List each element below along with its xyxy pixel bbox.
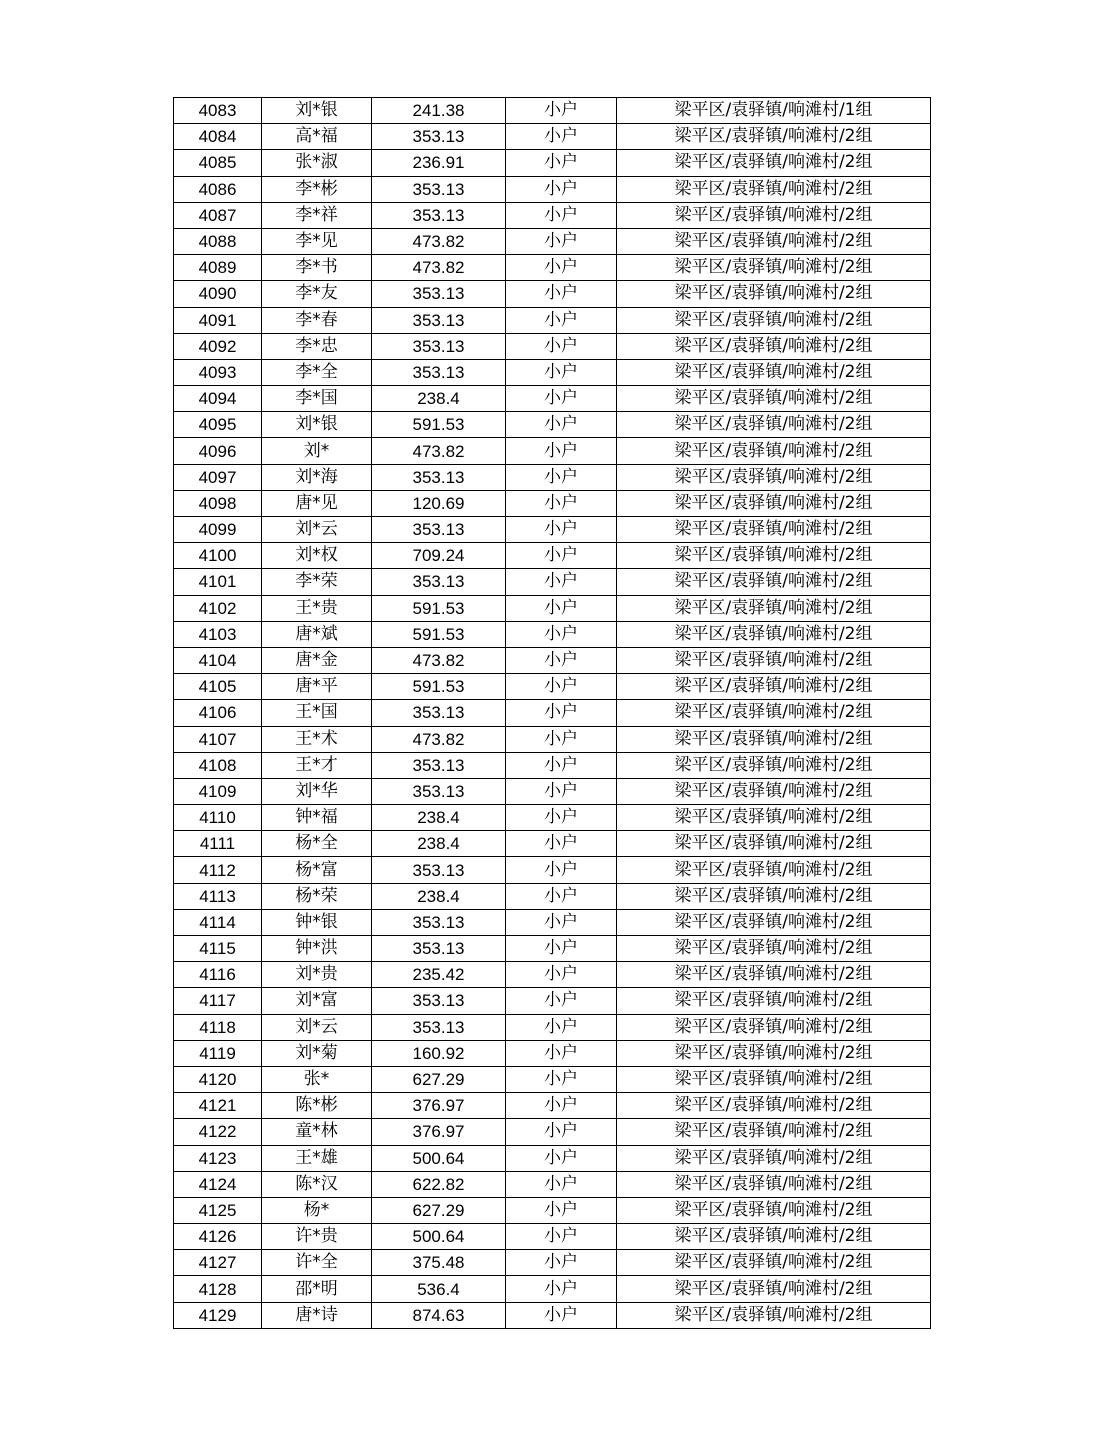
- cell-address: 梁平区/袁驿镇/响滩村/2组: [617, 831, 931, 857]
- cell-amount: 353.13: [372, 464, 506, 490]
- cell-name: 刘*菊: [262, 1040, 372, 1066]
- cell-name: 高*福: [262, 124, 372, 150]
- cell-id: 4088: [174, 228, 262, 254]
- cell-id: 4103: [174, 621, 262, 647]
- cell-name: 许*贵: [262, 1224, 372, 1250]
- table-row: [174, 1145, 931, 1171]
- cell-type: 小户: [506, 936, 617, 962]
- cell-address: 梁平区/袁驿镇/响滩村/2组: [617, 988, 931, 1014]
- table-row: [174, 1066, 931, 1092]
- cell-type: 小户: [506, 98, 617, 124]
- cell-amount: 353.13: [372, 202, 506, 228]
- cell-amount: 353.13: [372, 176, 506, 202]
- cell-id: 4113: [174, 883, 262, 909]
- cell-address: 梁平区/袁驿镇/响滩村/2组: [617, 176, 931, 202]
- cell-type: 小户: [506, 228, 617, 254]
- cell-amount: 353.13: [372, 517, 506, 543]
- cell-amount: 353.13: [372, 124, 506, 150]
- cell-id: 4117: [174, 988, 262, 1014]
- cell-name: 陈*汉: [262, 1171, 372, 1197]
- cell-id: 4112: [174, 857, 262, 883]
- cell-amount: 236.91: [372, 150, 506, 176]
- cell-name: 唐*平: [262, 674, 372, 700]
- cell-type: 小户: [506, 438, 617, 464]
- cell-type: 小户: [506, 386, 617, 412]
- table-row: [174, 333, 931, 359]
- cell-amount: 353.13: [372, 936, 506, 962]
- cell-id: 4093: [174, 359, 262, 385]
- cell-type: 小户: [506, 333, 617, 359]
- cell-amount: 238.4: [372, 883, 506, 909]
- cell-type: 小户: [506, 726, 617, 752]
- cell-id: 4115: [174, 936, 262, 962]
- table-row: [174, 595, 931, 621]
- cell-type: 小户: [506, 1302, 617, 1328]
- cell-id: 4085: [174, 150, 262, 176]
- cell-type: 小户: [506, 621, 617, 647]
- cell-name: 邵*明: [262, 1276, 372, 1302]
- cell-address: 梁平区/袁驿镇/响滩村/2组: [617, 543, 931, 569]
- cell-name: 李*祥: [262, 202, 372, 228]
- cell-address: 梁平区/袁驿镇/响滩村/2组: [617, 857, 931, 883]
- cell-amount: 353.13: [372, 569, 506, 595]
- cell-address: 梁平区/袁驿镇/响滩村/2组: [617, 1224, 931, 1250]
- table-row: [174, 1119, 931, 1145]
- cell-address: 梁平区/袁驿镇/响滩村/2组: [617, 202, 931, 228]
- cell-type: 小户: [506, 1197, 617, 1223]
- cell-amount: 353.13: [372, 909, 506, 935]
- cell-amount: 591.53: [372, 595, 506, 621]
- cell-address: 梁平区/袁驿镇/响滩村/2组: [617, 962, 931, 988]
- table-row: [174, 255, 931, 281]
- cell-address: 梁平区/袁驿镇/响滩村/2组: [617, 228, 931, 254]
- table-row: [174, 569, 931, 595]
- cell-address: 梁平区/袁驿镇/响滩村/2组: [617, 752, 931, 778]
- cell-name: 唐*金: [262, 647, 372, 673]
- cell-type: 小户: [506, 883, 617, 909]
- cell-amount: 591.53: [372, 412, 506, 438]
- cell-type: 小户: [506, 700, 617, 726]
- cell-id: 4099: [174, 517, 262, 543]
- cell-id: 4096: [174, 438, 262, 464]
- cell-id: 4109: [174, 778, 262, 804]
- cell-amount: 622.82: [372, 1171, 506, 1197]
- cell-id: 4097: [174, 464, 262, 490]
- cell-address: 梁平区/袁驿镇/响滩村/2组: [617, 386, 931, 412]
- table-row: [174, 1040, 931, 1066]
- cell-id: 4105: [174, 674, 262, 700]
- cell-address: 梁平区/袁驿镇/响滩村/2组: [617, 281, 931, 307]
- cell-type: 小户: [506, 1066, 617, 1092]
- cell-address: 梁平区/袁驿镇/响滩村/1组: [617, 98, 931, 124]
- table-row: [174, 700, 931, 726]
- cell-name: 钟*洪: [262, 936, 372, 962]
- cell-name: 陈*彬: [262, 1093, 372, 1119]
- cell-id: 4091: [174, 307, 262, 333]
- table-row: [174, 150, 931, 176]
- cell-amount: 376.97: [372, 1093, 506, 1119]
- cell-name: 王*贵: [262, 595, 372, 621]
- cell-id: 4087: [174, 202, 262, 228]
- cell-type: 小户: [506, 569, 617, 595]
- cell-name: 钟*福: [262, 805, 372, 831]
- cell-type: 小户: [506, 857, 617, 883]
- cell-name: 刘*贵: [262, 962, 372, 988]
- cell-id: 4084: [174, 124, 262, 150]
- cell-address: 梁平区/袁驿镇/响滩村/2组: [617, 1093, 931, 1119]
- table-row: [174, 228, 931, 254]
- cell-address: 梁平区/袁驿镇/响滩村/2组: [617, 647, 931, 673]
- cell-type: 小户: [506, 359, 617, 385]
- cell-type: 小户: [506, 1040, 617, 1066]
- cell-id: 4100: [174, 543, 262, 569]
- cell-type: 小户: [506, 307, 617, 333]
- cell-amount: 353.13: [372, 752, 506, 778]
- cell-amount: 709.24: [372, 543, 506, 569]
- cell-amount: 353.13: [372, 281, 506, 307]
- cell-address: 梁平区/袁驿镇/响滩村/2组: [617, 1040, 931, 1066]
- table-row: [174, 1093, 931, 1119]
- cell-amount: 235.42: [372, 962, 506, 988]
- cell-address: 梁平区/袁驿镇/响滩村/2组: [617, 359, 931, 385]
- cell-type: 小户: [506, 962, 617, 988]
- cell-type: 小户: [506, 988, 617, 1014]
- cell-name: 李*全: [262, 359, 372, 385]
- cell-name: 李*荣: [262, 569, 372, 595]
- cell-address: 梁平区/袁驿镇/响滩村/2组: [617, 333, 931, 359]
- cell-type: 小户: [506, 595, 617, 621]
- cell-address: 梁平区/袁驿镇/响滩村/2组: [617, 1014, 931, 1040]
- cell-id: 4089: [174, 255, 262, 281]
- cell-name: 李*友: [262, 281, 372, 307]
- cell-type: 小户: [506, 543, 617, 569]
- cell-id: 4118: [174, 1014, 262, 1040]
- cell-type: 小户: [506, 255, 617, 281]
- cell-id: 4111: [174, 831, 262, 857]
- cell-address: 梁平区/袁驿镇/响滩村/2组: [617, 1197, 931, 1223]
- cell-name: 杨*荣: [262, 883, 372, 909]
- table-row: [174, 124, 931, 150]
- cell-name: 李*彬: [262, 176, 372, 202]
- table-row: [174, 1250, 931, 1276]
- table-row: [174, 726, 931, 752]
- cell-address: 梁平区/袁驿镇/响滩村/2组: [617, 1066, 931, 1092]
- cell-type: 小户: [506, 1171, 617, 1197]
- cell-name: 刘*云: [262, 517, 372, 543]
- cell-name: 杨*: [262, 1197, 372, 1223]
- table-row: [174, 883, 931, 909]
- cell-amount: 160.92: [372, 1040, 506, 1066]
- cell-amount: 353.13: [372, 778, 506, 804]
- cell-type: 小户: [506, 1145, 617, 1171]
- cell-amount: 591.53: [372, 674, 506, 700]
- cell-type: 小户: [506, 909, 617, 935]
- cell-address: 梁平区/袁驿镇/响滩村/2组: [617, 464, 931, 490]
- cell-id: 4127: [174, 1250, 262, 1276]
- cell-type: 小户: [506, 176, 617, 202]
- cell-amount: 473.82: [372, 255, 506, 281]
- cell-type: 小户: [506, 464, 617, 490]
- cell-id: 4095: [174, 412, 262, 438]
- cell-type: 小户: [506, 1093, 617, 1119]
- cell-type: 小户: [506, 124, 617, 150]
- table-row: [174, 464, 931, 490]
- cell-amount: 874.63: [372, 1302, 506, 1328]
- cell-type: 小户: [506, 1224, 617, 1250]
- cell-name: 钟*银: [262, 909, 372, 935]
- cell-id: 4129: [174, 1302, 262, 1328]
- cell-type: 小户: [506, 1250, 617, 1276]
- cell-id: 4126: [174, 1224, 262, 1250]
- cell-amount: 238.4: [372, 805, 506, 831]
- table-row: [174, 386, 931, 412]
- cell-id: 4110: [174, 805, 262, 831]
- cell-amount: 353.13: [372, 333, 506, 359]
- cell-type: 小户: [506, 202, 617, 228]
- cell-address: 梁平区/袁驿镇/响滩村/2组: [617, 1145, 931, 1171]
- cell-id: 4114: [174, 909, 262, 935]
- cell-address: 梁平区/袁驿镇/响滩村/2组: [617, 674, 931, 700]
- cell-id: 4121: [174, 1093, 262, 1119]
- cell-type: 小户: [506, 752, 617, 778]
- cell-type: 小户: [506, 831, 617, 857]
- cell-id: 4090: [174, 281, 262, 307]
- table-row: [174, 176, 931, 202]
- cell-type: 小户: [506, 1276, 617, 1302]
- table-body: [174, 98, 931, 1329]
- cell-type: 小户: [506, 517, 617, 543]
- cell-amount: 353.13: [372, 700, 506, 726]
- cell-amount: 353.13: [372, 307, 506, 333]
- cell-id: 4120: [174, 1066, 262, 1092]
- table-row: [174, 805, 931, 831]
- cell-id: 4107: [174, 726, 262, 752]
- table-row: [174, 517, 931, 543]
- cell-amount: 627.29: [372, 1066, 506, 1092]
- cell-name: 刘*华: [262, 778, 372, 804]
- cell-amount: 353.13: [372, 857, 506, 883]
- cell-address: 梁平区/袁驿镇/响滩村/2组: [617, 124, 931, 150]
- cell-address: 梁平区/袁驿镇/响滩村/2组: [617, 569, 931, 595]
- cell-id: 4092: [174, 333, 262, 359]
- cell-name: 刘*云: [262, 1014, 372, 1040]
- table-row: [174, 857, 931, 883]
- cell-address: 梁平区/袁驿镇/响滩村/2组: [617, 778, 931, 804]
- table-row: [174, 202, 931, 228]
- cell-type: 小户: [506, 805, 617, 831]
- table-row: [174, 307, 931, 333]
- cell-name: 刘*权: [262, 543, 372, 569]
- table-row: [174, 412, 931, 438]
- cell-name: 李*春: [262, 307, 372, 333]
- cell-amount: 238.4: [372, 386, 506, 412]
- cell-name: 刘*富: [262, 988, 372, 1014]
- cell-name: 唐*见: [262, 490, 372, 516]
- cell-address: 梁平区/袁驿镇/响滩村/2组: [617, 805, 931, 831]
- cell-id: 4128: [174, 1276, 262, 1302]
- table-row: [174, 98, 931, 124]
- table-row: [174, 647, 931, 673]
- cell-id: 4101: [174, 569, 262, 595]
- cell-name: 杨*富: [262, 857, 372, 883]
- cell-address: 梁平区/袁驿镇/响滩村/2组: [617, 595, 931, 621]
- cell-type: 小户: [506, 778, 617, 804]
- table-row: [174, 988, 931, 1014]
- cell-name: 刘*: [262, 438, 372, 464]
- cell-address: 梁平区/袁驿镇/响滩村/2组: [617, 438, 931, 464]
- cell-type: 小户: [506, 674, 617, 700]
- cell-type: 小户: [506, 647, 617, 673]
- cell-amount: 376.97: [372, 1119, 506, 1145]
- cell-name: 李*见: [262, 228, 372, 254]
- cell-amount: 353.13: [372, 359, 506, 385]
- cell-id: 4119: [174, 1040, 262, 1066]
- table-row: [174, 1224, 931, 1250]
- data-table: [173, 97, 931, 1329]
- cell-address: 梁平区/袁驿镇/响滩村/2组: [617, 909, 931, 935]
- cell-id: 4108: [174, 752, 262, 778]
- cell-address: 梁平区/袁驿镇/响滩村/2组: [617, 700, 931, 726]
- cell-name: 刘*海: [262, 464, 372, 490]
- table-row: [174, 359, 931, 385]
- cell-id: 4122: [174, 1119, 262, 1145]
- cell-amount: 591.53: [372, 621, 506, 647]
- cell-name: 童*林: [262, 1119, 372, 1145]
- cell-name: 张*: [262, 1066, 372, 1092]
- cell-name: 王*术: [262, 726, 372, 752]
- cell-name: 张*淑: [262, 150, 372, 176]
- table-row: [174, 1302, 931, 1328]
- cell-name: 刘*银: [262, 98, 372, 124]
- cell-address: 梁平区/袁驿镇/响滩村/2组: [617, 1276, 931, 1302]
- table-row: [174, 1171, 931, 1197]
- cell-address: 梁平区/袁驿镇/响滩村/2组: [617, 1119, 931, 1145]
- table-row: [174, 1276, 931, 1302]
- cell-id: 4102: [174, 595, 262, 621]
- cell-address: 梁平区/袁驿镇/响滩村/2组: [617, 883, 931, 909]
- cell-name: 唐*斌: [262, 621, 372, 647]
- cell-amount: 120.69: [372, 490, 506, 516]
- table-row: [174, 831, 931, 857]
- cell-id: 4123: [174, 1145, 262, 1171]
- cell-name: 王*才: [262, 752, 372, 778]
- cell-amount: 473.82: [372, 647, 506, 673]
- cell-amount: 536.4: [372, 1276, 506, 1302]
- cell-name: 许*全: [262, 1250, 372, 1276]
- cell-name: 李*书: [262, 255, 372, 281]
- cell-address: 梁平区/袁驿镇/响滩村/2组: [617, 726, 931, 752]
- cell-id: 4094: [174, 386, 262, 412]
- cell-amount: 241.38: [372, 98, 506, 124]
- cell-address: 梁平区/袁驿镇/响滩村/2组: [617, 621, 931, 647]
- cell-address: 梁平区/袁驿镇/响滩村/2组: [617, 150, 931, 176]
- cell-amount: 627.29: [372, 1197, 506, 1223]
- cell-type: 小户: [506, 1014, 617, 1040]
- cell-id: 4125: [174, 1197, 262, 1223]
- cell-address: 梁平区/袁驿镇/响滩村/2组: [617, 255, 931, 281]
- table-row: [174, 962, 931, 988]
- cell-id: 4104: [174, 647, 262, 673]
- table-row: [174, 621, 931, 647]
- cell-amount: 500.64: [372, 1145, 506, 1171]
- cell-name: 杨*全: [262, 831, 372, 857]
- cell-name: 唐*诗: [262, 1302, 372, 1328]
- cell-amount: 473.82: [372, 726, 506, 752]
- cell-address: 梁平区/袁驿镇/响滩村/2组: [617, 936, 931, 962]
- table-row: [174, 543, 931, 569]
- cell-id: 4116: [174, 962, 262, 988]
- cell-amount: 473.82: [372, 228, 506, 254]
- cell-amount: 238.4: [372, 831, 506, 857]
- cell-amount: 473.82: [372, 438, 506, 464]
- cell-id: 4098: [174, 490, 262, 516]
- cell-address: 梁平区/袁驿镇/响滩村/2组: [617, 1171, 931, 1197]
- cell-amount: 353.13: [372, 1014, 506, 1040]
- cell-address: 梁平区/袁驿镇/响滩村/2组: [617, 412, 931, 438]
- table-row: [174, 1197, 931, 1223]
- cell-amount: 500.64: [372, 1224, 506, 1250]
- cell-type: 小户: [506, 150, 617, 176]
- cell-id: 4086: [174, 176, 262, 202]
- cell-name: 李*忠: [262, 333, 372, 359]
- table-row: [174, 490, 931, 516]
- cell-id: 4124: [174, 1171, 262, 1197]
- table-row: [174, 438, 931, 464]
- cell-id: 4106: [174, 700, 262, 726]
- cell-address: 梁平区/袁驿镇/响滩村/2组: [617, 307, 931, 333]
- table-row: [174, 752, 931, 778]
- table-row: [174, 936, 931, 962]
- cell-address: 梁平区/袁驿镇/响滩村/2组: [617, 1250, 931, 1276]
- cell-id: 4083: [174, 98, 262, 124]
- cell-name: 王*国: [262, 700, 372, 726]
- cell-name: 李*国: [262, 386, 372, 412]
- cell-type: 小户: [506, 412, 617, 438]
- table-row: [174, 778, 931, 804]
- table-row: [174, 909, 931, 935]
- cell-address: 梁平区/袁驿镇/响滩村/2组: [617, 490, 931, 516]
- cell-address: 梁平区/袁驿镇/响滩村/2组: [617, 1302, 931, 1328]
- cell-address: 梁平区/袁驿镇/响滩村/2组: [617, 517, 931, 543]
- cell-type: 小户: [506, 1119, 617, 1145]
- cell-amount: 375.48: [372, 1250, 506, 1276]
- cell-type: 小户: [506, 281, 617, 307]
- cell-name: 王*雄: [262, 1145, 372, 1171]
- cell-type: 小户: [506, 490, 617, 516]
- table-row: [174, 674, 931, 700]
- cell-name: 刘*银: [262, 412, 372, 438]
- table-row: [174, 1014, 931, 1040]
- table-row: [174, 281, 931, 307]
- cell-amount: 353.13: [372, 988, 506, 1014]
